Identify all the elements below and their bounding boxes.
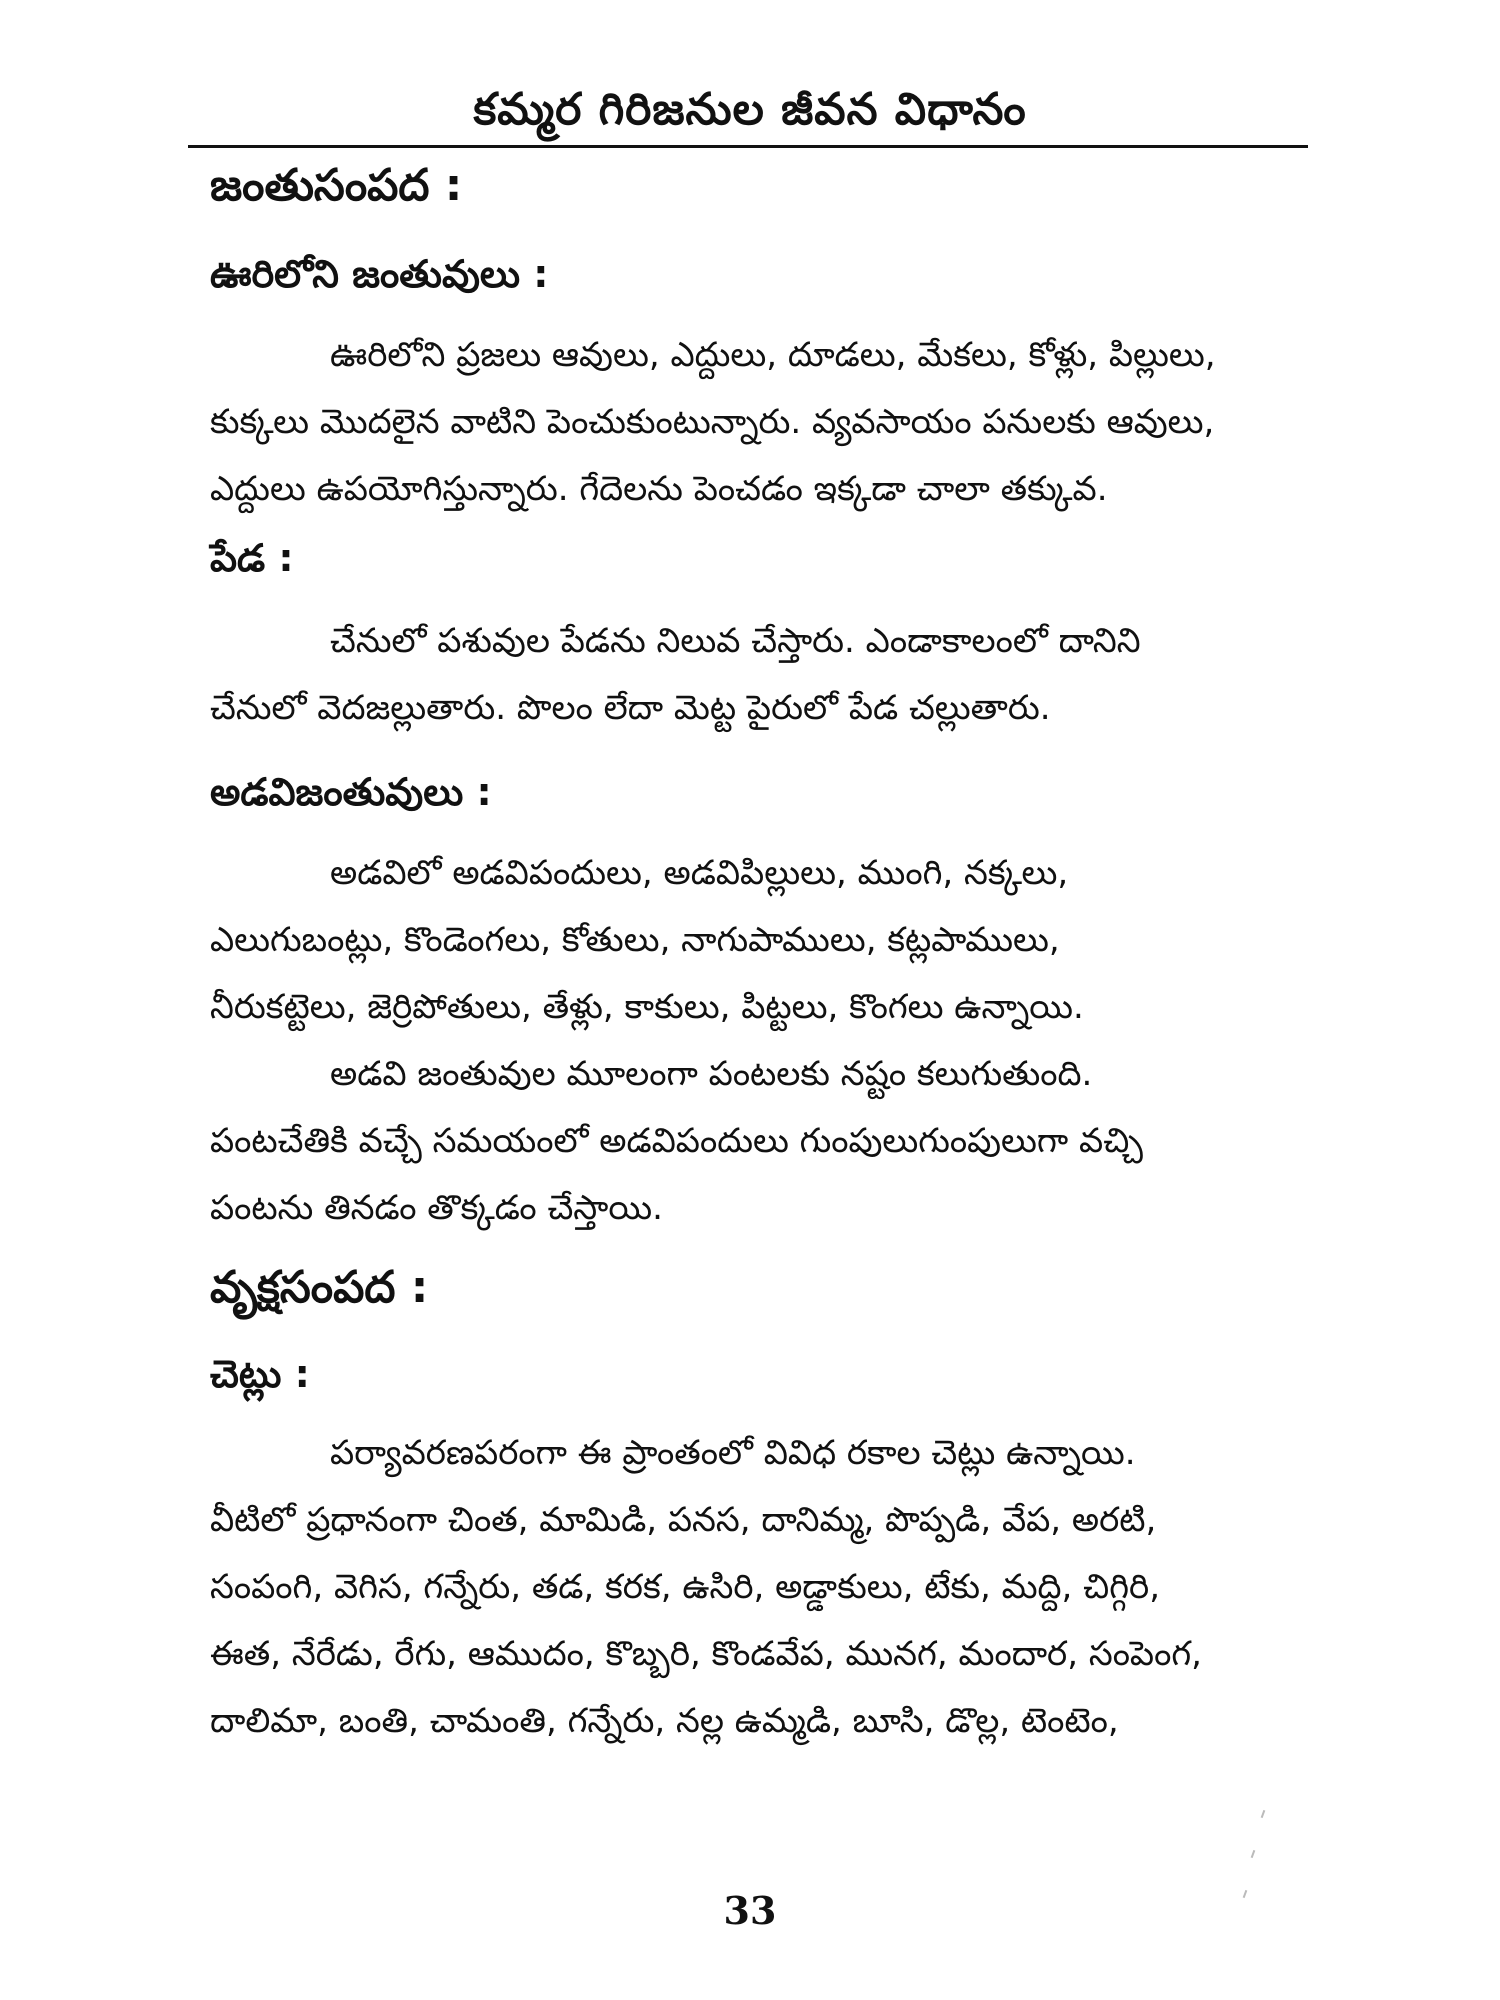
paragraph-dung bbox=[210, 608, 1310, 742]
text-line: ఎలుగుబంట్లు, కొండెంగలు, కోతులు, నాగుపాములు, కట్లపాములు, bbox=[210, 920, 1060, 960]
text-line: సంపంగి, వెగిస, గన్నేరు, తడ, కరక, ఉసిరి, అడ్డాకులు, టేకు, మద్ది, చిగ్గిరి, bbox=[210, 1567, 1161, 1607]
text-line: పంటను తినడం తొక్కడం చేస్తాయి. bbox=[210, 1188, 663, 1228]
header-rule bbox=[188, 145, 1308, 148]
scan-speck bbox=[1261, 1810, 1266, 1818]
text-line: పర్యావరణపరంగా ఈ ప్రాంతంలో వివిధ రకాల చెట్లు ఉన్నాయి. bbox=[330, 1433, 1136, 1473]
subheading-village-animals: ఊరిలోని జంతువులు : bbox=[210, 252, 549, 296]
text-line: అడవిలో అడవిపందులు, అడవిపిల్లులు, ముంగి, నక్కలు, bbox=[330, 853, 1069, 893]
text-line: దాలిమా, బంతి, చామంతి, గన్నేరు, నల్ల ఉమ్మడి, బూసి, డొల్ల, టెంటెం, bbox=[210, 1701, 1119, 1741]
subheading-wild-animals: అడవిజంతువులు : bbox=[210, 770, 492, 814]
paragraph-village-animals bbox=[210, 322, 1310, 523]
section-heading-fauna: జంతుసంపద : bbox=[210, 160, 463, 211]
text-line: నీరుకట్టెలు, జెర్రిపోతులు, తేళ్లు, కాకులు, పిట్టలు, కొంగలు ఉన్నాయి. bbox=[210, 987, 1084, 1027]
text-line: ఊరిలోని ప్రజలు ఆవులు, ఎద్దులు, దూడలు, మేకలు, కోళ్లు, పిల్లులు, bbox=[330, 335, 1216, 375]
section-heading-flora: వృక్షసంపద : bbox=[210, 1262, 429, 1313]
subheading-trees: చెట్లు : bbox=[210, 1352, 310, 1396]
text-line: ఈత, నేరేడు, రేగు, ఆముదం, కొబ్బరి, కొండవేప, మునగ, మందార, సంపెంగ, bbox=[210, 1634, 1202, 1674]
text-line: కుక్కలు మొదలైన వాటిని పెంచుకుంటున్నారు. వ్యవసాయం పనులకు ఆవులు, bbox=[210, 402, 1215, 442]
text-line: చేనులో వెదజల్లుతారు. పొలం లేదా మెట్ట పైరులో పేడ చల్లుతారు. bbox=[210, 688, 1051, 728]
text-line: పంటచేతికి వచ్చే సమయంలో అడవిపందులు గుంపులుగుంపులుగా వచ్చి bbox=[210, 1121, 1143, 1161]
page-number: 33 bbox=[723, 1888, 777, 1933]
running-head: కమ్మర గిరిజనుల జీవన విధానం bbox=[473, 84, 1027, 135]
paragraph-wild-animals bbox=[210, 840, 1310, 1041]
text-line: వీటిలో ప్రధానంగా చింత, మామిడి, పనస, దానిమ్మ, పొప్పడి, వేప, అరటి, bbox=[210, 1500, 1157, 1540]
paragraph-crop-damage bbox=[210, 1041, 1310, 1242]
text-line: ఎద్దులు ఉపయోగిస్తున్నారు. గేదెలను పెంచడం ఇక్కడా చాలా తక్కువ. bbox=[210, 469, 1108, 509]
paragraph-trees bbox=[210, 1420, 1310, 1755]
text-line: చేనులో పశువుల పేడను నిలువ చేస్తారు. ఎండాకాలంలో దానిని bbox=[330, 621, 1141, 661]
text-line: అడవి జంతువుల మూలంగా పంటలకు నష్టం కలుగుతుంది. bbox=[330, 1054, 1093, 1094]
subheading-dung: పేడ : bbox=[210, 536, 294, 580]
scan-speck bbox=[1251, 1850, 1256, 1858]
